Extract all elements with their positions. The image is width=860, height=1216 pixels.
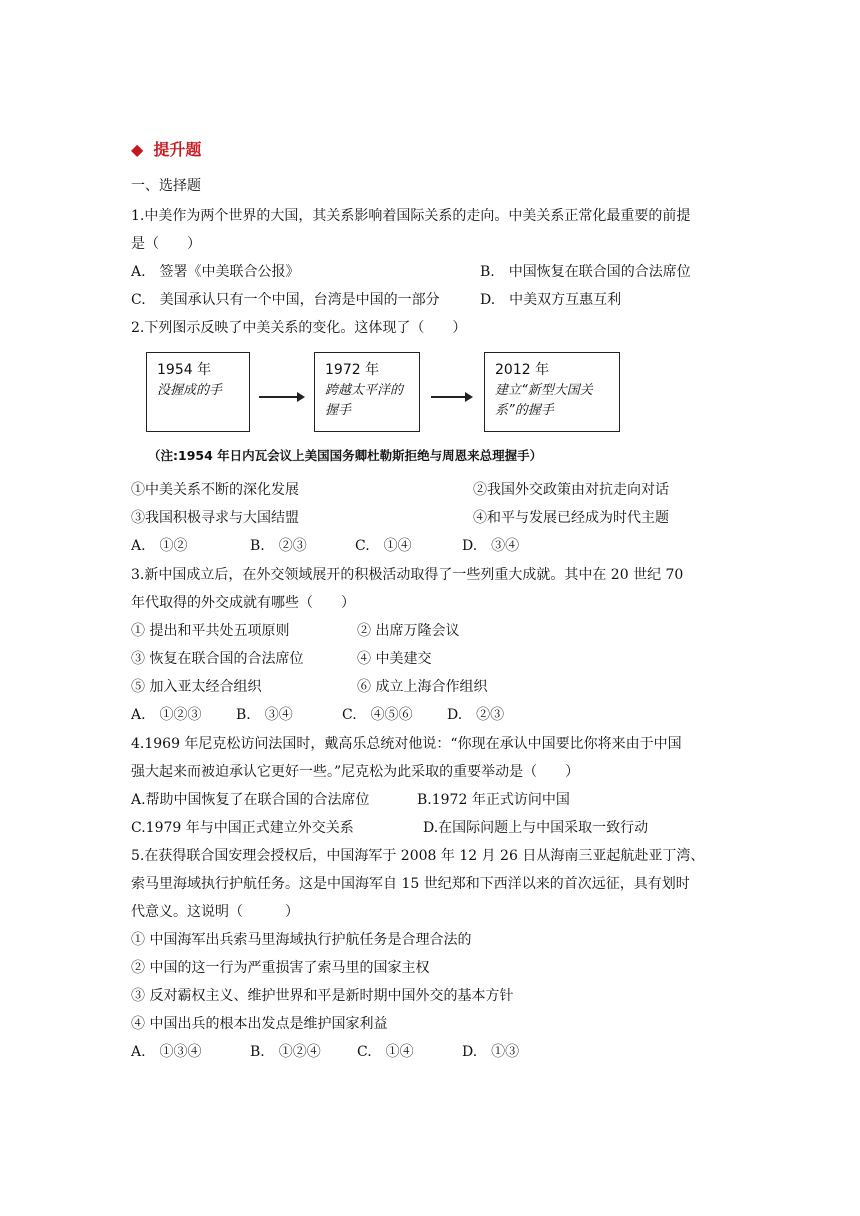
q5-item-1: ① 中国海军出兵索马里海域执行护航任务是合理合法的 xyxy=(131,932,472,948)
box-year: 2012 年 xyxy=(495,362,550,378)
q5-item-2: ② 中国的这一行为严重损害了索马里的国家主权 xyxy=(131,960,430,976)
q5-stem-line1: 5.在获得联合国安理会授权后，中国海军于 2008 年 12 月 26 日从海南三亚起航赴亚丁湾、 xyxy=(131,848,705,864)
q3-item-2: ② 出席万隆会议 xyxy=(357,623,460,639)
q2-item-4: ④和平与发展已经成为时代主题 xyxy=(473,510,669,526)
q1-option-a: A. 签署《中美联合公报》 xyxy=(131,264,300,280)
q5-stem-line3: 代意义。这说明（ ） xyxy=(131,904,299,920)
box-year: 1954 年 xyxy=(157,362,212,378)
heading-text: 提升题 xyxy=(153,140,202,159)
diagram-box-1972 xyxy=(314,352,420,432)
q1-option-d: D. 中美双方互惠互利 xyxy=(480,292,622,308)
q5-option-a: A. ①③④ xyxy=(131,1044,202,1060)
q3-stem-line1: 3.新中国成立后，在外交领域展开的积极活动取得了一些列重大成就。其中在 20 世纪 70 xyxy=(131,567,684,583)
section-heading xyxy=(131,139,201,161)
q5-option-b: B. ①②④ xyxy=(250,1044,321,1060)
q4-stem-line2: 强大起来而被迫承认它更好一些。”尼克松为此采取的重要举动是（ ） xyxy=(131,764,580,780)
box-desc: 跨越太平洋的握手 xyxy=(325,383,404,418)
q3-option-b: B. ③④ xyxy=(236,707,293,723)
box-desc: 建立“新型大国关系”的握手 xyxy=(495,383,593,418)
q4-option-a: A.帮助中国恢复了在联合国的合法席位 xyxy=(131,792,370,808)
q2-option-c: C. ①④ xyxy=(355,538,412,554)
q3-item-3: ③ 恢复在联合国的合法席位 xyxy=(131,651,304,667)
q2-item-2: ②我国外交政策由对抗走向对话 xyxy=(473,482,669,498)
q3-item-4: ④ 中美建交 xyxy=(357,651,432,667)
q5-item-4: ④ 中国出兵的根本出发点是维护国家利益 xyxy=(131,1016,388,1032)
diamond-icon: ◆ xyxy=(131,140,144,159)
diagram-box-2012 xyxy=(484,352,620,432)
q2-item-1: ①中美关系不断的深化发展 xyxy=(131,482,299,498)
q3-item-6: ⑥ 成立上海合作组织 xyxy=(357,679,488,695)
arrow-right-icon xyxy=(431,396,471,398)
q4-option-b: B.1972 年正式访问中国 xyxy=(417,792,570,808)
q1-option-b: B. 中国恢复在联合国的合法席位 xyxy=(480,264,691,280)
q5-stem-line2: 索马里海域执行护航任务。这是中国海军自 15 世纪郑和下西洋以来的首次远征，具有划时 xyxy=(131,876,690,892)
arrow-right-icon xyxy=(259,396,303,398)
q4-option-c: C.1979 年与中国正式建立外交关系 xyxy=(131,820,354,836)
q2-item-3: ③我国积极寻求与大国结盟 xyxy=(131,510,299,526)
box-year: 1972 年 xyxy=(325,362,380,378)
q4-option-d: D.在国际问题上与中国采取一致行动 xyxy=(423,820,649,836)
q3-option-a: A. ①②③ xyxy=(131,707,202,723)
q2-option-a: A. ①② xyxy=(131,538,188,554)
diagram-note: （注:1954 年日内瓦会议上美国国务卿杜勒斯拒绝与周恩来总理握手） xyxy=(148,448,543,463)
q3-option-c: C. ④⑤⑥ xyxy=(342,707,413,723)
q3-item-5: ⑤ 加入亚太经合组织 xyxy=(131,679,262,695)
q1-stem-line2: 是（ ） xyxy=(131,236,201,252)
q2-option-d: D. ③④ xyxy=(462,538,520,554)
section-title: 一、选择题 xyxy=(131,178,201,194)
diagram-box-1954 xyxy=(146,352,250,432)
q1-option-c: C. 美国承认只有一个中国，台湾是中国的一部分 xyxy=(131,292,440,308)
box-desc: 没握成的手 xyxy=(157,383,223,398)
q3-stem-line2: 年代取得的外交成就有哪些（ ） xyxy=(131,595,355,611)
q5-option-d: D. ①③ xyxy=(462,1044,520,1060)
q3-option-d: D. ②③ xyxy=(447,707,505,723)
q2-option-b: B. ②③ xyxy=(250,538,307,554)
q5-option-c: C. ①④ xyxy=(357,1044,414,1060)
q2-stem: 2.下列图示反映了中美关系的变化。这体现了（ ） xyxy=(131,320,467,336)
q3-item-1: ① 提出和平共处五项原则 xyxy=(131,623,290,639)
q1-stem-line1: 1.中美作为两个世界的大国，其关系影响着国际关系的走向。中美关系正常化最重要的前提 xyxy=(131,208,691,224)
q4-stem-line1: 4.1969 年尼克松访问法国时，戴高乐总统对他说：“你现在承认中国要比你将来由于中国 xyxy=(131,736,682,752)
q5-item-3: ③ 反对霸权主义、维护世界和平是新时期中国外交的基本方针 xyxy=(131,988,514,1004)
